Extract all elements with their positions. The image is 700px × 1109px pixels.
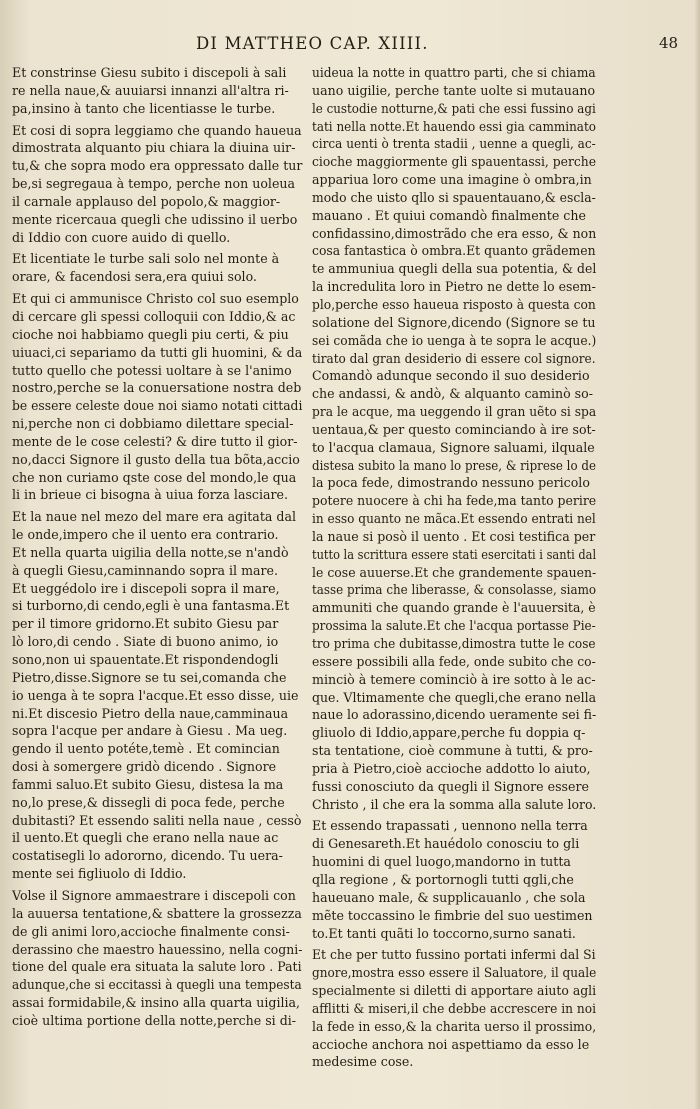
text-line: dubitasti? Et essendo saliti nella naue , cessò	[12, 812, 302, 828]
text-line: haueuano male, & supplicauanlo , che sola	[312, 889, 586, 905]
text-line: la auuersa tentatione,& sbattere la grossezza	[12, 905, 302, 921]
text-line: di Genesareth.Et hauédolo conosciu to gli	[312, 836, 580, 852]
text-line: tutto la scrittura essere stati esercitati i santi dal	[312, 546, 597, 562]
text-line: mẽte toccassino le fimbrie del suo uestimen	[312, 907, 593, 923]
text-line: assai formidabile,& insino alla quarta uigilia,	[12, 995, 301, 1011]
text-line: che andassi, & andò, & alquanto caminò so-	[312, 386, 593, 402]
text-line: pa,insino à tanto che licentiasse le turbe.	[12, 100, 276, 116]
text-line: no,dacci Signore il gusto della tua bõta,accio	[12, 451, 300, 467]
text-line: confidassino,dimostrãdo che era esso, & non	[312, 225, 597, 241]
paragraph	[312, 817, 596, 942]
text-line: to l'acqua clamaua, Signore saluami, ilquale	[312, 439, 595, 455]
text-line: tu,& che sopra modo era oppressato dalle tur	[12, 158, 303, 174]
text-line: Christo , il che era la somma alla salute loro.	[312, 796, 597, 812]
text-line: re nella naue,& auuiarsi innanzi all'altra ri-	[12, 82, 289, 98]
text-line: cosa fantastica ò ombra.Et quanto grãdemen	[312, 243, 596, 259]
text-line: Pietro,disse.Signore se tu sei,comanda che	[12, 669, 287, 685]
text-line: de gli animi loro,accioche finalmente consi-	[12, 923, 290, 939]
text-line: lò loro,di cendo . Siate di buono animo, io	[12, 634, 279, 650]
text-line: huomini di quel luogo,mandorno in tutta	[312, 854, 571, 870]
text-line: fussi conosciuto da quegli il Signore essere	[312, 778, 589, 794]
text-line: gnore,mostra esso essere il Saluatore, il quale	[312, 965, 597, 981]
text-line: li in brieue ci bisogna à uiua forza lasciare.	[12, 487, 288, 503]
text-line: cioche noi habbiamo quegli piu certi, & piu	[12, 326, 289, 342]
text-line: cioè ultima portione della notte,perche si di-	[12, 1012, 297, 1028]
text-line: Et qui ci ammunisce Christo col suo esemplo	[12, 291, 299, 307]
text-line: mente sei figliuolo di Iddio.	[12, 866, 187, 882]
text-line: afflitti & miseri,il che debbe accrescere in noi	[312, 1000, 596, 1016]
text-line: Volse il Signore ammaestrare i discepoli con	[12, 887, 296, 903]
text-line: solatione del Signore,dicendo (Signore se tu	[312, 314, 596, 330]
text-line: pra le acque, ma ueggendo il gran uẽto si spa	[312, 404, 597, 420]
text-line: tati nella notte.Et hauendo essi gia camminato	[312, 118, 597, 134]
text-line: sta tentatione, cioè commune à tutti, & pro-	[312, 743, 593, 759]
text-line: nostro,perche se la conuersatione nostra deb	[12, 380, 302, 396]
text-line: uentaua,& per questo cominciando à ire sot-	[312, 421, 596, 437]
text-line: cioche maggiormente gli spauentassi, perche	[312, 154, 597, 170]
text-line: ni.Et discesio Pietro della naue,camminaua	[12, 705, 289, 721]
text-line: essere possibili alla fede, onde subito che co-	[312, 653, 596, 669]
text-line: dosi à somergere gridò dicendo . Signore	[12, 759, 277, 775]
text-line: appariua loro come una imagine ò ombra,in	[312, 172, 592, 188]
text-line: to.Et tanti quãti lo toccorno,surno sanati.	[312, 925, 576, 941]
paragraph	[12, 508, 302, 883]
text-line: tirato dal gran desiderio di essere col signore.	[312, 350, 596, 366]
text-line: Et constrinse Giesu subito i discepoli à sali	[12, 65, 287, 80]
text-line: potere nuocere à chi ha fede,ma tanto perire	[312, 493, 597, 509]
paragraph	[12, 887, 302, 1030]
text-line: adunque,che si eccitassi à quegli una tempesta	[12, 977, 302, 993]
text-line: in esso quanto ne mãca.Et essendo entrati nel	[312, 511, 596, 527]
text-line: ammuniti che quando grande è l'auuersita, è	[312, 600, 596, 616]
paragraph	[312, 64, 596, 813]
text-line: no,lo prese,& dissegli di poca fede, perche	[12, 794, 285, 810]
text-line: ni,perche non ci dobbiamo dilettare special-	[12, 416, 294, 432]
text-line: sono,non ui spauentate.Et rispondendogli	[12, 652, 279, 667]
text-line: tro prima che dubitasse,dimostra tutte le cose	[312, 636, 596, 651]
text-line: di Iddio con cuore auido di quello.	[12, 229, 231, 245]
text-line: Et nella quarta uigilia della notte,se n'andò	[12, 544, 289, 560]
text-line: per il timore gridorno.Et subito Giesu par	[12, 616, 279, 632]
text-line: sei comãda che io uenga à te sopra le acque.)	[312, 332, 597, 348]
text-line: tione del quale era situata la salute loro . Pati	[12, 959, 302, 975]
text-line: te ammuniua quegli della sua potentia, & del	[312, 261, 597, 277]
text-line: il carnale applauso del popolo,& maggior-	[12, 193, 281, 209]
text-line: di cercare gli spessi colloquii con Iddio,& ac	[12, 308, 296, 324]
text-line: que. Vltimamente che quegli,che erano nella	[312, 689, 597, 705]
text-line: distesa subito la mano lo prese, & riprese lo de	[312, 457, 596, 473]
text-line: derassino che maestro hauessino, nella cogni-	[12, 941, 303, 957]
text-line: prossima la salute.Et che l'acqua portasse Pie-	[312, 618, 596, 634]
text-line: si turborno,di cendo,egli è una fantasma.Et	[12, 598, 290, 614]
text-line: circa uenti ò trenta stadii , uenne a quegli, ac-	[312, 136, 596, 152]
text-line: Et cosi di sopra leggiamo che quando haueua	[12, 122, 302, 138]
paragraph	[12, 122, 302, 247]
text-line: tasse prima che liberasse, & consolasse, siamo	[312, 582, 597, 598]
text-line: à quegli Giesu,caminnando sopra il mare.	[12, 562, 279, 578]
text-line: il uento.Et quegli che erano nella naue ac	[12, 830, 279, 846]
text-line: orare, & facendosi sera,era quiui solo.	[12, 269, 257, 285]
paragraph	[12, 250, 302, 286]
paragraph	[312, 946, 596, 1071]
text-line: le cose auuerse.Et che grandemente spauen-	[312, 564, 597, 580]
text-line: plo,perche esso haueua risposto à questa con	[312, 296, 596, 312]
text-line: io uenga à te sopra l'acque.Et esso disse, uie	[12, 687, 299, 703]
text-line: medesime cose.	[312, 1054, 414, 1070]
text-line: be,si segregaua à tempo, perche non uoleua	[12, 176, 296, 192]
text-line: pria à Pietro,cioè accioche addotto lo aiuto,	[312, 760, 591, 776]
text-line: Et ueggédolo ire i discepoli sopra il mare,	[12, 580, 280, 596]
text-line: tutto quello che potessi uoltare à se l'animo	[12, 362, 292, 378]
text-line: le custodie notturne,& pati che essi fussino agi	[312, 100, 596, 116]
text-line: specialmente si diletti di apportare aiuto agli	[312, 983, 597, 999]
text-line: uano uigilie, perche tante uolte si mutauano	[312, 82, 596, 98]
text-line: la poca fede, dimostrando nessuno pericolo	[312, 475, 590, 491]
right-text-column	[312, 64, 596, 1075]
text-line: gendo il uento potéte,temè . Et comincian	[12, 741, 280, 757]
text-line: minciò à temere cominciò à ire sotto à le ac-	[312, 671, 596, 687]
text-line: la naue si posò il uento . Et cosi testifica per	[312, 528, 596, 544]
text-line: uideua la notte in quattro parti, che si chiama	[312, 65, 596, 80]
text-line: Et essendo trapassati , uennono nella terra	[312, 818, 588, 834]
text-line: qlla regione , & portornogli tutti qgli,che	[312, 871, 574, 887]
paragraph	[12, 64, 302, 118]
text-line: Et licentiate le turbe sali solo nel monte à	[12, 251, 280, 267]
text-line: mente ricercaua quegli che udissino il uerbo	[12, 211, 298, 227]
folio-number: 48	[659, 34, 679, 52]
running-title: DI MATTHEO CAP. XIIII.	[196, 34, 429, 53]
text-line: le onde,impero che il uento era contrario.	[12, 527, 279, 543]
text-line: gliuolo di Iddio,appare,perche fu doppia q-	[312, 725, 586, 741]
text-line: Comandò adunque secondo il suo desiderio	[312, 368, 590, 384]
text-line: sopra l'acque per andare à Giesu . Ma ueg.	[12, 723, 288, 739]
text-line: be essere celeste doue noi siamo notati cittadi	[12, 398, 303, 414]
text-line: uiuaci,ci separiamo da tutti gli huomini, & da	[12, 344, 303, 360]
text-line: che non curiamo qste cose del mondo,le qua	[12, 469, 297, 485]
left-text-column	[12, 64, 302, 1034]
text-line: modo che uisto qllo si spauentauano,& escla-	[312, 189, 596, 205]
text-line: la incredulita loro in Pietro ne dette lo esem-	[312, 279, 596, 295]
text-line: mente de le cose celesti? & dire tutto il gior-	[12, 433, 298, 449]
text-line: costatisegli lo adororno, dicendo. Tu uera-	[12, 848, 283, 864]
text-line: naue lo adorassino,dicendo ueramente sei fi-	[312, 707, 597, 723]
page-header	[0, 34, 700, 58]
text-line: Et la naue nel mezo del mare era agitata dal	[12, 509, 296, 525]
page-edge-shadow	[694, 0, 700, 1109]
text-line: fammi saluo.Et subito Giesu, distesa la ma	[12, 776, 284, 792]
text-line: mauano . Et quiui comandò finalmente che	[312, 207, 586, 223]
paragraph	[12, 290, 302, 504]
text-line: la fede in esso,& la charita uerso il prossimo,	[312, 1018, 597, 1034]
text-line: accioche anchora noi aspettiamo da esso le	[312, 1036, 590, 1052]
text-line: Et che per tutto fussino portati infermi dal Si	[312, 947, 596, 963]
text-line: dimostrata alquanto piu chiara la diuina uir-	[12, 140, 296, 156]
